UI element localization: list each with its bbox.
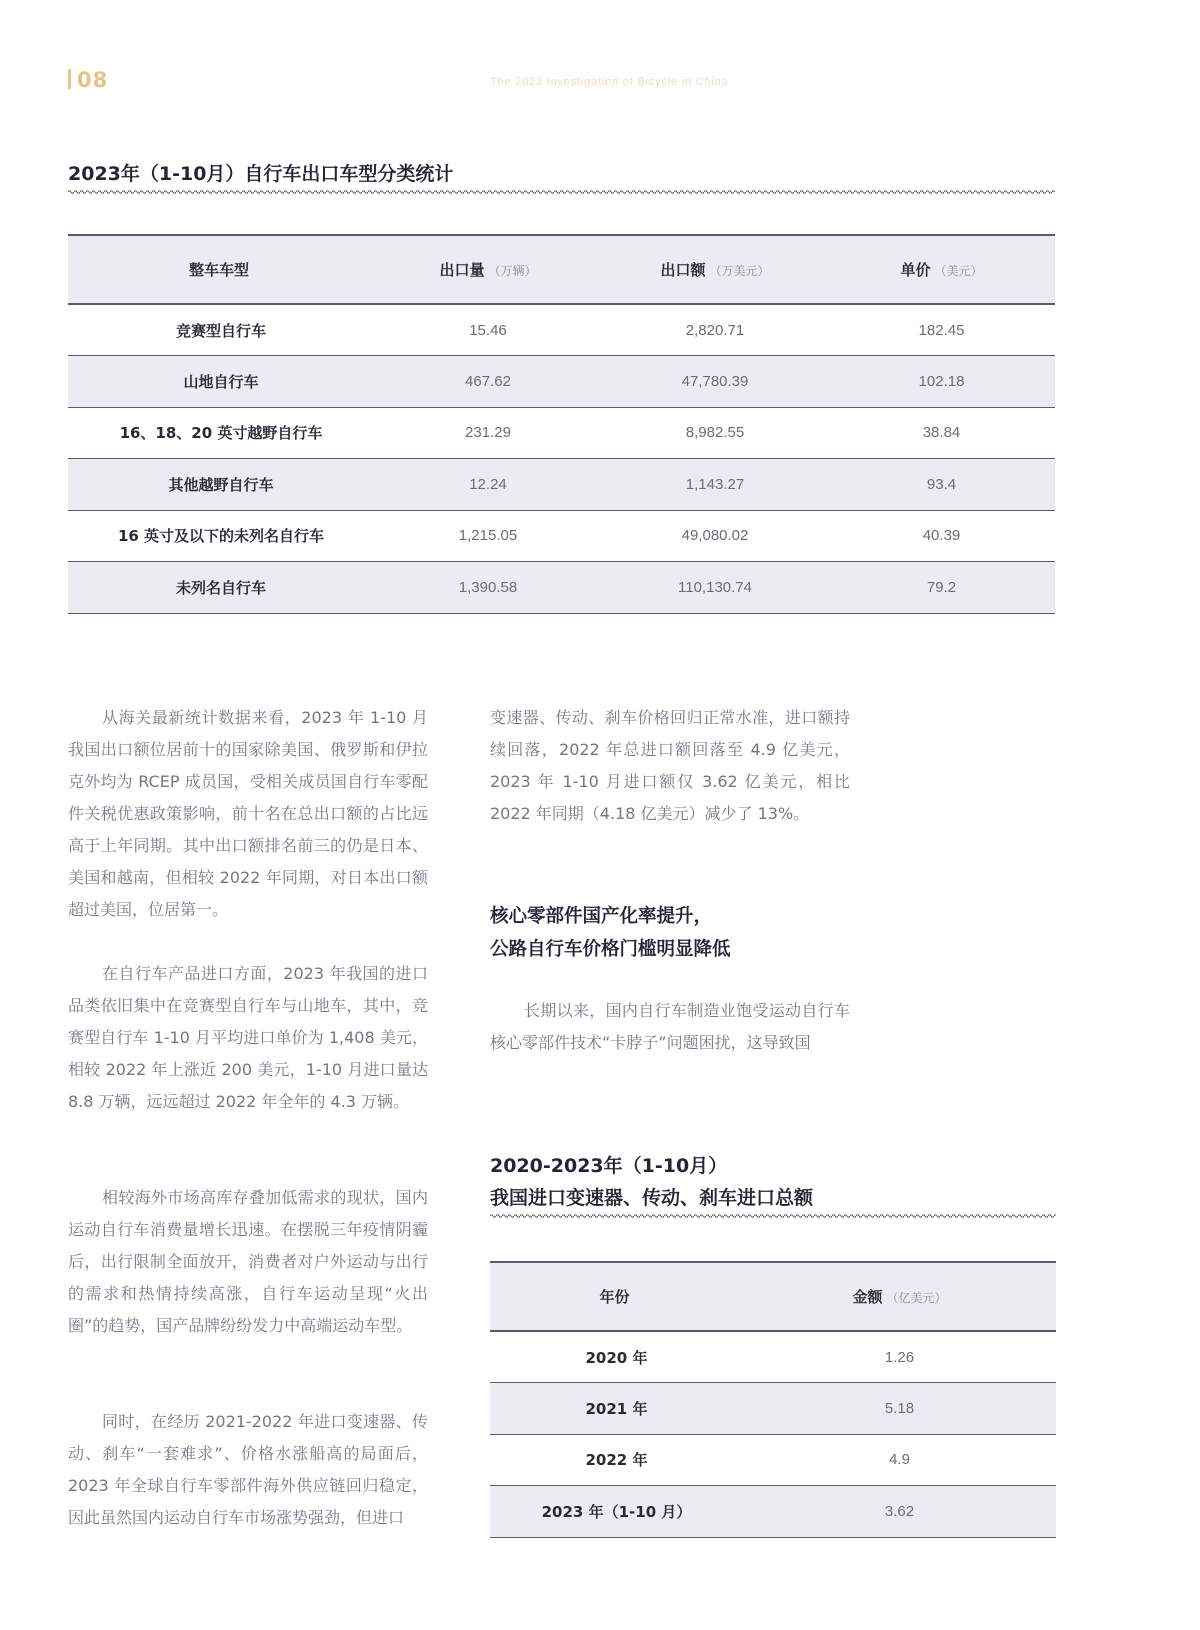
table-row: 其他越野自行车 12.24 1,143.27 93.4 bbox=[68, 459, 1055, 511]
column-header-year: 年份 bbox=[490, 1262, 743, 1331]
table-row: 2021 年 5.18 bbox=[490, 1383, 1056, 1435]
export-table-header bbox=[68, 235, 1055, 304]
column-header-value: 出口额 （万美元） bbox=[602, 235, 828, 304]
body-paragraph-continued: 变速器、传动、刹车价格回归正常水准，进口额持续回落，2022 年总进口额回落至 4.9 亿美元，2023 年 1-10 月进口额仅 3.62 亿美元，相比 2022 年同期（4.18 亿美元）减少了 13%。 bbox=[490, 708, 850, 823]
column-header-model: 整车车型 bbox=[68, 235, 374, 304]
import-table-title bbox=[490, 1150, 813, 1214]
table-row: 竞赛型自行车 15.46 2,820.71 182.45 bbox=[68, 304, 1055, 356]
import-title-line: 2020-2023年（1-10月） bbox=[490, 1155, 728, 1177]
page-number bbox=[68, 68, 108, 92]
import-table bbox=[490, 1261, 1056, 1538]
running-title: The 2023 Investigation of Bicycle in China bbox=[490, 76, 729, 88]
column-header-amount: 金额 （亿美元） bbox=[743, 1262, 1056, 1331]
subheading-line: 公路自行车价格门槛明显降低 bbox=[490, 939, 731, 960]
import-title-line: 我国进口变速器、传动、刹车进口总额 bbox=[490, 1187, 814, 1209]
table-row: 2020 年 1.26 bbox=[490, 1331, 1056, 1383]
import-table-header bbox=[490, 1262, 1056, 1331]
body-paragraph: 在自行车产品进口方面，2023 年我国的进口品类依旧集中在竞赛型自行车与山地车，其中，竞赛型自行车 1-10 月平均进口单价为 1,408 美元，相较 2022 年上涨近 200 美元，1-10 月进口量达 8.8 万辆，远远超过 2022 年全年的 4.3 万辆。 bbox=[68, 964, 428, 1111]
column-header-volume: 出口量 （万辆） bbox=[374, 235, 602, 304]
page-number-bar bbox=[68, 69, 71, 89]
export-table bbox=[68, 234, 1055, 614]
table-row: 山地自行车 467.62 47,780.39 102.18 bbox=[68, 356, 1055, 408]
body-paragraph: 同时，在经历 2021-2022 年进口变速器、传动、刹车“一套难求”、价格水涨船高的局面后，2023 年全球自行车零部件海外供应链回归稳定，因此虽然国内运动自行车市场涨势强劲，但进口 bbox=[68, 1412, 428, 1527]
table-row: 16、18、20 英寸越野自行车 231.29 8,982.55 38.84 bbox=[68, 407, 1055, 459]
page-number-text: 08 bbox=[77, 68, 109, 92]
body-paragraph: 长期以来，国内自行车制造业饱受运动自行车核心零部件技术“卡脖子”问题困扰，这导致国 bbox=[490, 1001, 850, 1052]
export-table-title: 2023年（1-10月）自行车出口车型分类统计 bbox=[68, 163, 454, 185]
table-row: 未列名自行车 1,390.58 110,130.74 79.2 bbox=[68, 562, 1055, 614]
section-subheading bbox=[490, 900, 731, 966]
export-title-underline bbox=[68, 189, 1055, 195]
table-row: 2023 年（1-10 月） 3.62 bbox=[490, 1486, 1056, 1538]
body-paragraph: 从海关最新统计数据来看，2023 年 1-10 月我国出口额位居前十的国家除美国、俄罗斯和伊拉克外均为 RCEP 成员国，受相关成员国自行车零配件关税优惠政策影响，前十名在总出口额的占比远高于上年同期。其中出口额排名前三的仍是日本、美国和越南，但相较 2022 年同期，对日本出口额超过美国，位居第一。 bbox=[68, 708, 428, 919]
table-row: 2022 年 4.9 bbox=[490, 1434, 1056, 1486]
import-title-underline bbox=[490, 1213, 1056, 1219]
table-row: 16 英寸及以下的未列名自行车 1,215.05 49,080.02 40.39 bbox=[68, 510, 1055, 562]
body-paragraph: 相较海外市场高库存叠加低需求的现状，国内运动自行车消费量增长迅速。在摆脱三年疫情阴霾后，出行限制全面放开，消费者对户外运动与出行的需求和热情持续高涨，自行车运动呈现“火出圈”的趋势，国产品牌纷纷发力中高端运动车型。 bbox=[68, 1188, 428, 1335]
column-header-unit-price: 单价 （美元） bbox=[828, 235, 1055, 304]
subheading-line: 核心零部件国产化率提升， bbox=[490, 906, 713, 927]
